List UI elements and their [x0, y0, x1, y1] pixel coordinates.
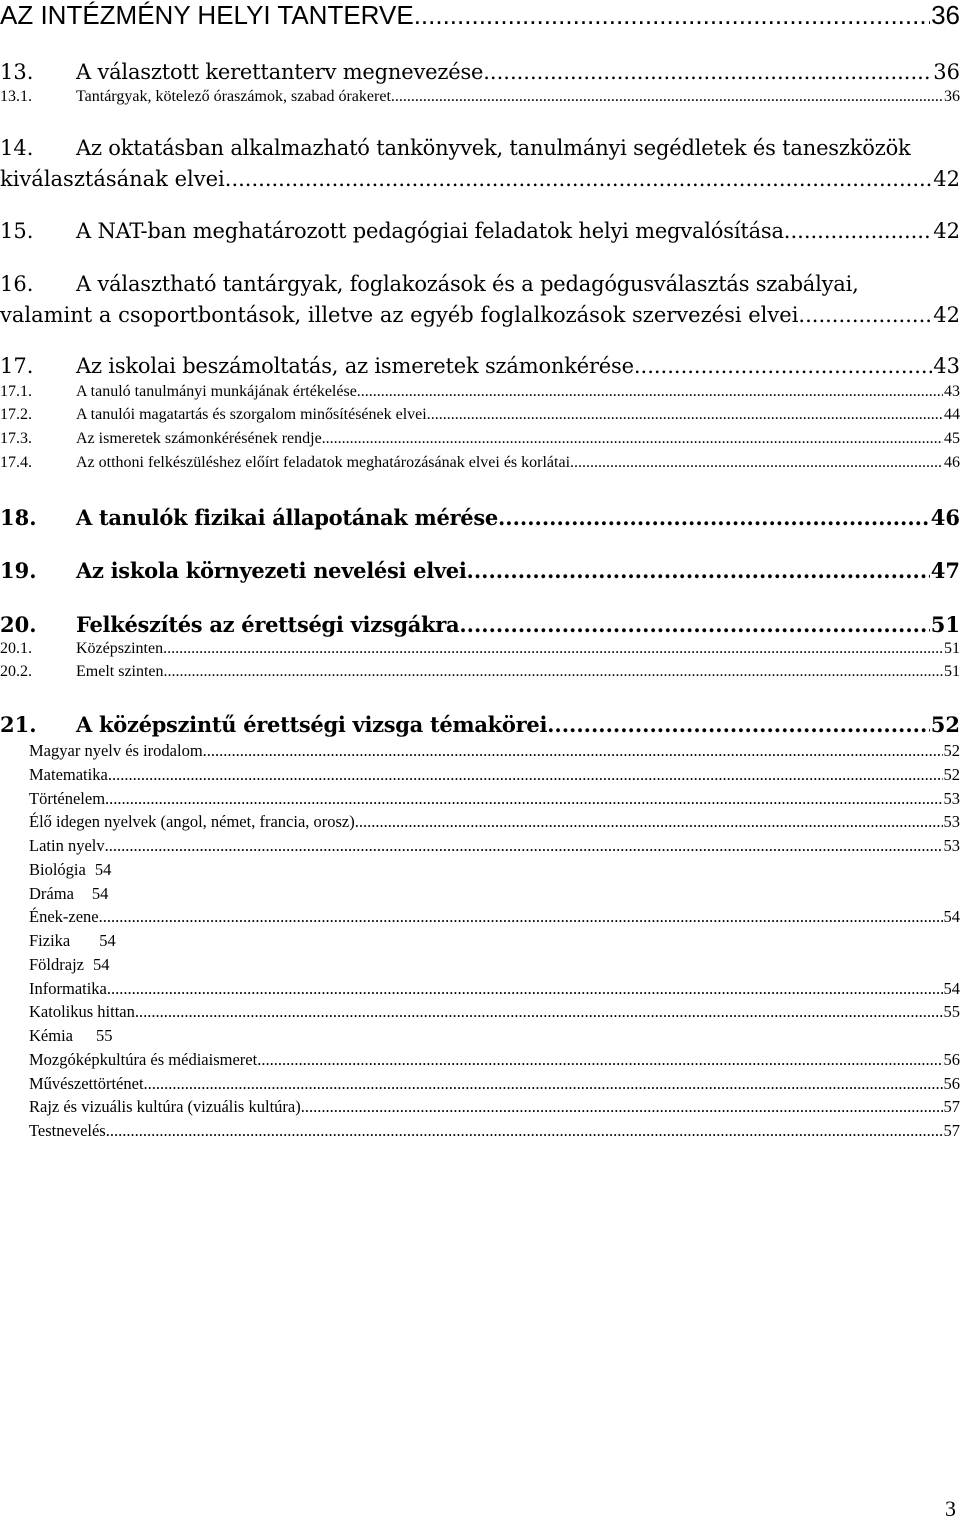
leader-dots [357, 383, 943, 401]
toc-subject-fizika[interactable] [29, 931, 960, 951]
toc-subject-idegen-nyelvek[interactable] [29, 812, 960, 832]
leader-dots [784, 219, 932, 243]
toc-entry-18[interactable] [0, 505, 960, 530]
toc-title: A NAT-ban meghatározott pedagógiai feladatok helyi megvalósítása [76, 219, 784, 243]
leader-dots [634, 354, 932, 378]
leader-dots [459, 612, 929, 637]
toc-title: Az iskola környezeti nevelési elvei [76, 558, 467, 583]
toc-subject-latin[interactable] [29, 836, 960, 856]
toc-title: Fizika [29, 931, 70, 951]
toc-subject-mozgokepkultura[interactable] [29, 1050, 960, 1070]
toc-title: Katolikus hittan [29, 1002, 135, 1022]
leader-dots [203, 741, 943, 761]
toc-number: 20.1. [0, 640, 76, 658]
toc-subject-katolikus-hittan[interactable] [29, 1002, 960, 1022]
toc-page: 57 [943, 1121, 960, 1141]
toc-number: 17.1. [0, 383, 76, 401]
toc-page: 44 [943, 406, 960, 424]
toc-title: Kémia [29, 1026, 73, 1046]
toc-number: 13. [0, 60, 76, 84]
leader-dots [427, 406, 943, 424]
toc-number: 13.1. [0, 88, 76, 106]
toc-page: 57 [943, 1097, 960, 1117]
toc-number: 21. [0, 712, 76, 737]
toc-page: 53 [943, 812, 960, 832]
toc-entry-17-2[interactable] [0, 406, 960, 424]
toc-page: 54 [92, 955, 110, 975]
toc-entry-17[interactable] [0, 354, 960, 378]
toc-title: Mozgóképkultúra és médiaismeret [29, 1050, 257, 1070]
toc-subject-testneveles[interactable] [29, 1121, 960, 1141]
toc-title: Földrajz [29, 955, 84, 975]
leader-dots [798, 303, 932, 327]
toc-title: A tanulói magatartás és szorgalom minősítésének elvei [76, 406, 427, 424]
page-number: 3 [945, 1496, 956, 1522]
toc-title: Rajz és vizuális kultúra (vizuális kultúra) [29, 1097, 301, 1117]
toc-number: 17.3. [0, 430, 76, 448]
toc-number: 16. [0, 272, 76, 296]
toc-entry-15[interactable] [0, 219, 960, 243]
toc-entry-17-1[interactable] [0, 383, 960, 401]
toc-page: 47 [930, 558, 960, 583]
leader-dots [301, 1097, 943, 1117]
leader-dots [163, 640, 943, 658]
toc-page: 42 [932, 219, 960, 243]
toc-page: 43 [943, 383, 960, 401]
toc-entry-20[interactable] [0, 612, 960, 637]
toc-title: Testnevelés [29, 1121, 106, 1141]
leader-dots [106, 1121, 943, 1141]
toc-subject-drama[interactable] [29, 884, 960, 904]
toc-number: 17.2. [0, 406, 76, 424]
toc-page: 55 [943, 1002, 960, 1022]
toc-entry-16-continued[interactable] [0, 303, 960, 327]
toc-number: 15. [0, 219, 76, 243]
toc-subject-biologia[interactable] [29, 860, 960, 880]
toc-title: Dráma [29, 884, 74, 904]
toc-title: Ének-zene [29, 907, 99, 927]
toc-page: 54 [943, 907, 960, 927]
toc-page: 52 [943, 765, 960, 785]
toc-page: 54 [91, 884, 109, 904]
leader-dots [483, 60, 932, 84]
toc-page: 56 [943, 1050, 960, 1070]
toc-page: 42 [932, 303, 960, 327]
leader-dots [498, 505, 930, 530]
toc-page: 46 [943, 454, 960, 472]
toc-subject-muveszettortenet[interactable] [29, 1074, 960, 1094]
toc-page: 46 [930, 505, 960, 530]
leader-dots [414, 0, 930, 31]
toc-title: Az otthoni felkészüléshez előírt feladatok meghatározásának elvei és korlátai [76, 454, 570, 472]
toc-page: 51 [943, 640, 960, 658]
toc-page: 43 [932, 354, 960, 378]
toc-subject-tortenelem[interactable] [29, 789, 960, 809]
toc-entry-top[interactable] [0, 0, 960, 31]
toc-title: A tanuló tanulmányi munkájának értékelése [76, 383, 357, 401]
toc-page: 55 [95, 1026, 113, 1046]
toc-entry-21[interactable] [0, 712, 960, 737]
toc-entry-14-continued[interactable] [0, 167, 960, 191]
toc-subject-kemia[interactable] [29, 1026, 960, 1046]
leader-dots [547, 712, 930, 737]
leader-dots [108, 765, 943, 785]
leader-dots [107, 979, 943, 999]
toc-subject-rajz[interactable] [29, 1097, 960, 1117]
toc-subject-foldrajz[interactable] [29, 955, 960, 975]
leader-dots [164, 663, 943, 681]
toc-title: A választható tantárgyak, foglakozások és a pedagógusválasztás szabályai, [76, 272, 859, 296]
toc-page: 45 [943, 430, 960, 448]
leader-dots [257, 1050, 942, 1070]
toc-entry-20-2[interactable] [0, 663, 960, 681]
leader-dots [225, 167, 933, 191]
toc-number: 20. [0, 612, 76, 637]
toc-number: 20.2. [0, 663, 76, 681]
toc-page: 52 [930, 712, 960, 737]
toc-title: Történelem [29, 789, 105, 809]
leader-dots [135, 1002, 943, 1022]
toc-page: 51 [930, 612, 960, 637]
toc-title: A tanulók fizikai állapotának mérése [76, 505, 498, 530]
toc-title: Latin nyelv [29, 836, 105, 856]
toc-subject-magyar[interactable] [29, 741, 960, 761]
toc-entry-13-1[interactable] [0, 88, 960, 106]
leader-dots [105, 836, 943, 856]
toc-subject-matematika[interactable] [29, 765, 960, 785]
toc-title: Középszinten [76, 640, 163, 658]
toc-title: Biológia [29, 860, 86, 880]
toc-subject-informatika[interactable] [29, 979, 960, 999]
leader-dots [99, 907, 943, 927]
toc-page: 54 [943, 979, 960, 999]
toc-number: 17.4. [0, 454, 76, 472]
toc-page: 53 [943, 789, 960, 809]
toc-page: 36 [943, 88, 960, 106]
toc-entry-20-1[interactable] [0, 640, 960, 658]
toc-title: valamint a csoportbontások, illetve az egyéb foglalkozások szervezési elvei [0, 303, 798, 327]
toc-title: Matematika [29, 765, 108, 785]
leader-dots [105, 789, 942, 809]
toc-entry-16[interactable] [0, 272, 960, 296]
toc-subject-ének-zene[interactable] [29, 907, 960, 927]
toc-title: Magyar nyelv és irodalom [29, 741, 203, 761]
toc-entry-13[interactable] [0, 60, 960, 84]
toc-page: 51 [943, 663, 960, 681]
leader-dots [355, 812, 943, 832]
leader-dots [322, 430, 943, 448]
toc-number: 19. [0, 558, 76, 583]
toc-title: Az oktatásban alkalmazható tankönyvek, tanulmányi segédletek és taneszközök [76, 136, 911, 160]
leader-dots [570, 454, 943, 472]
toc-title: Informatika [29, 979, 107, 999]
toc-title: Felkészítés az érettségi vizsgákra [76, 612, 459, 637]
toc-title: Emelt szinten [76, 663, 164, 681]
toc-entry-17-3[interactable] [0, 430, 960, 448]
toc-title: Művészettörténet [29, 1074, 144, 1094]
leader-dots [395, 88, 943, 106]
toc-page: 36 [930, 0, 960, 31]
toc-page: 56 [943, 1074, 960, 1094]
toc-title: Élő idegen nyelvek (angol, német, francia, orosz) [29, 812, 355, 832]
toc-title: Tantárgyak, kötelező óraszámok, szabad órakeret. [76, 88, 395, 106]
toc-title: A középszintű érettségi vizsga témakörei [76, 712, 547, 737]
toc-page: 54 [98, 931, 116, 951]
toc-title: Az ismeretek számonkérésének rendje [76, 430, 322, 448]
toc-page: 52 [943, 741, 960, 761]
toc-title: AZ INTÉZMÉNY HELYI TANTERVE [0, 0, 414, 31]
toc-page: 36 [932, 60, 960, 84]
leader-dots [144, 1074, 943, 1094]
toc-title: A választott kerettanterv megnevezése [76, 60, 483, 84]
toc-number: 17. [0, 354, 76, 378]
leader-dots [467, 558, 930, 583]
toc-page: 42 [932, 167, 960, 191]
toc-entry-17-4[interactable] [0, 454, 960, 472]
toc-title: Az iskolai beszámoltatás, az ismeretek számonkérése [76, 354, 634, 378]
toc-number: 14. [0, 136, 76, 160]
toc-page: 54 [94, 860, 112, 880]
toc-entry-19[interactable] [0, 558, 960, 583]
toc-number: 18. [0, 505, 76, 530]
toc-entry-14[interactable] [0, 136, 960, 160]
toc-title: kiválasztásának elvei [0, 167, 225, 191]
toc-page: 53 [943, 836, 960, 856]
